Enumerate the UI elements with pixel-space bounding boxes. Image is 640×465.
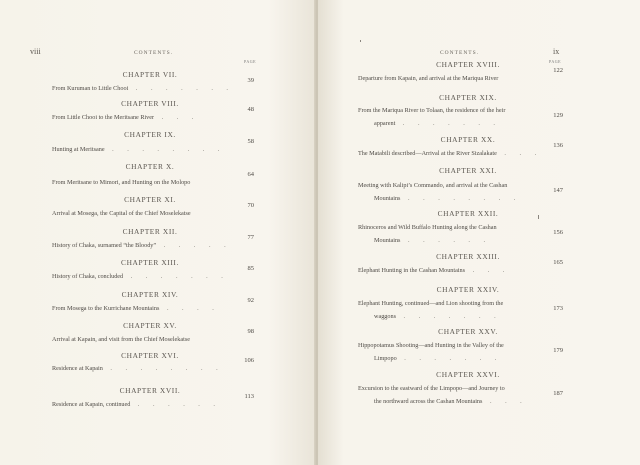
page-number: 165 <box>553 259 563 266</box>
right-folio: ix <box>553 47 560 56</box>
contents-entry <box>358 297 503 323</box>
page-number: 58 <box>247 138 254 145</box>
page-number: 129 <box>553 112 563 119</box>
entry-title-line: Mountains . . . . . . <box>374 237 492 244</box>
entry-title-line: Elephant Hunting, continued—and Lion shooting from the <box>358 300 504 307</box>
contents-entry <box>52 270 229 283</box>
chapter-heading: CHAPTER XVI. <box>121 351 179 360</box>
chapter-heading: CHAPTER IX. <box>124 130 176 139</box>
entry-title-line: Departure from Kapain, and arrival at the Mariqua River <box>358 75 499 82</box>
leader-dots: . . . . . . <box>400 237 492 244</box>
entry-title-line: Excursion to the eastward of the Limpopo—and Journey to <box>358 385 505 392</box>
page-number: 77 <box>247 234 254 241</box>
chapter-heading: CHAPTER VII. <box>122 70 178 79</box>
page-number: 122 <box>553 67 563 74</box>
entry-title-line: History of Chaka, concluded . . . . . . . <box>52 273 229 280</box>
leader-dots: . . . . <box>159 305 220 312</box>
page-number: 48 <box>247 106 254 113</box>
chapter-heading: CHAPTER XVII. <box>119 386 181 395</box>
right-page-column-label: PAGE <box>549 59 562 64</box>
contents-entry <box>52 82 234 95</box>
page-number: 39 <box>247 77 254 84</box>
leader-dots: . . . <box>496 150 543 157</box>
leader-dots: . . . . . . . <box>396 313 502 320</box>
leader-dots: . . . . . . . . <box>400 195 522 202</box>
chapter-heading: CHAPTER XXIII. <box>436 252 500 261</box>
entry-title-line: Limpopo . . . . . . . <box>374 355 503 362</box>
contents-entry <box>52 111 199 124</box>
contents-entry <box>358 72 498 85</box>
contents-entry <box>358 179 521 205</box>
page-number: 70 <box>247 202 254 209</box>
contents-entry <box>358 382 528 408</box>
contents-entry <box>358 104 505 130</box>
entry-title-line: Rhinoceros and Wild Buffalo Hunting along the Cashan <box>358 224 497 231</box>
chapter-heading: CHAPTER XVIII. <box>436 60 500 69</box>
leader-dots: . . . <box>465 267 511 274</box>
page-number: 179 <box>553 347 563 354</box>
chapter-heading: CHAPTER XXIV. <box>436 285 500 294</box>
contents-entry <box>52 302 220 315</box>
left-page-column-label: PAGE <box>244 59 257 64</box>
chapter-heading: CHAPTER XXII. <box>437 209 499 218</box>
entry-title-line: From Kuruman to Little Chooi . . . . . . . <box>52 85 234 92</box>
entry-title-line: Arrival at Kapain, and visit from the Chief Moselekatse <box>52 336 190 343</box>
page-number: 173 <box>553 305 563 312</box>
leader-dots: . . . . . . . . <box>104 146 226 153</box>
leader-dots: . . . <box>482 398 528 405</box>
contents-entry <box>358 221 497 247</box>
left-folio: viii <box>30 47 41 56</box>
leader-dots: . . . . . . . . <box>102 365 224 372</box>
page-number: 92 <box>247 297 254 304</box>
page-number: 64 <box>247 171 254 178</box>
page-number: 98 <box>247 328 254 335</box>
entry-title-line: The Matabili described—Arrival at the River Sizalakate . . . <box>358 150 543 157</box>
right-running-head: CONTENTS. <box>440 50 480 56</box>
page-number: 85 <box>247 265 254 272</box>
contents-entry <box>358 264 510 277</box>
contents-entry <box>52 207 191 220</box>
leader-dots: . . . . . . . <box>395 120 501 127</box>
chapter-heading: CHAPTER XIV. <box>121 290 179 299</box>
contents-entry <box>358 147 542 160</box>
contents-entry <box>52 239 232 252</box>
contents-entry <box>358 339 504 365</box>
leader-dots: . . . . . <box>156 242 232 249</box>
leader-dots: . . . . . . <box>130 401 221 408</box>
leader-dots: . . . <box>154 114 200 121</box>
contents-entry <box>52 143 225 156</box>
chapter-heading: CHAPTER VIII. <box>121 99 179 108</box>
page-number: 136 <box>553 142 563 149</box>
chapter-heading: CHAPTER XXV. <box>438 327 498 336</box>
entry-title-line: From Little Chooi to the Meritsane River . . . <box>52 114 200 121</box>
entry-title-line: From the Mariqua River to Tolaan, the residence of the heir <box>358 107 506 114</box>
entry-title-line: Elephant Hunting in the Cashan Mountains . . . <box>358 267 511 274</box>
leader-dots: . . . . . . . <box>396 355 503 362</box>
right-page <box>318 0 640 465</box>
chapter-heading: CHAPTER XI. <box>124 195 176 204</box>
leader-dots: . . . . . . . <box>123 273 229 280</box>
entry-title-line: History of Chaka, surnamed “the Bloody” . . . . . <box>52 242 232 249</box>
page-number: 113 <box>244 393 254 400</box>
entry-title-line: Residence at Kapain . . . . . . . . <box>52 365 224 372</box>
entry-title-line: From Meritsane to Mimori, and Hunting on the Molopo <box>52 179 191 186</box>
entry-title-line: Residence at Kapain, continued . . . . . . <box>52 401 221 408</box>
chapter-heading: CHAPTER X. <box>125 162 175 171</box>
chapter-heading: CHAPTER XX. <box>440 135 496 144</box>
entry-title-line: Meeting with Kalipi’s Commando, and arrival at the Cashan <box>358 182 508 189</box>
margin-mark <box>360 40 361 42</box>
entry-title-line: Mountains . . . . . . . . <box>374 195 522 202</box>
chapter-heading: CHAPTER XII. <box>122 227 178 236</box>
chapter-heading: CHAPTER XIII. <box>121 258 179 267</box>
chapter-heading: CHAPTER XIX. <box>439 93 497 102</box>
left-page <box>0 0 316 465</box>
contents-entry <box>52 398 221 411</box>
chapter-heading: CHAPTER XV. <box>123 321 177 330</box>
entry-title-line: Hippopotamus Shooting—and Hunting in the Valley of the <box>358 342 504 349</box>
entry-title-line: Arrival at Mosega, the Capital of the Chief Moselekatse <box>52 210 191 217</box>
page-number: 187 <box>553 390 563 397</box>
entry-title-line: the northward across the Cashan Mountains . . . <box>374 398 528 405</box>
page-number: 106 <box>244 357 254 364</box>
entry-title-line: From Mosega to the Kurrichane Mountains . . . . <box>52 305 220 312</box>
contents-entry <box>52 362 224 375</box>
entry-title-line: Hunting at Meritsane . . . . . . . . <box>52 146 226 153</box>
contents-entry <box>52 333 190 346</box>
page-number: 147 <box>553 187 563 194</box>
chapter-heading: CHAPTER XXI. <box>439 166 497 175</box>
entry-title-line: apparent . . . . . . . <box>374 120 501 127</box>
margin-mark <box>538 215 539 219</box>
chapter-heading: CHAPTER XXVI. <box>436 370 500 379</box>
leader-dots: . . . . . . . <box>128 85 234 92</box>
left-running-head: CONTENTS. <box>134 50 174 56</box>
contents-entry <box>52 176 190 189</box>
page-number: 156 <box>553 229 563 236</box>
entry-title-line: waggons . . . . . . . <box>374 313 502 320</box>
